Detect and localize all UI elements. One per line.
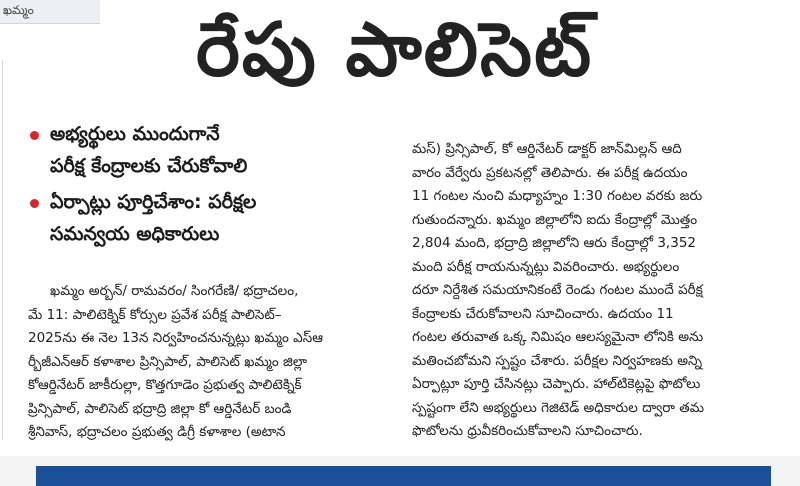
bullet-dot-icon <box>30 199 39 208</box>
body-line: వారం వేర్వేరు ప్రకటనల్లో తెలిపారు. ఈ పరీక్ష ఉదయం <box>412 164 688 181</box>
body-line: ప్రిన్సిపాల్, పాలిసెట్ భద్రాద్రి జిల్లా కో ఆర్డినేటర్ బండి <box>28 400 292 417</box>
body-line: 2,804 మంది, భద్రాద్రి జిల్లాలోని ఆరు కేంద్రాల్లో 3,352 <box>412 235 696 251</box>
body-line: ఫొటోలను ధ్రువీకరించుకోవాలని సూచించారు. <box>412 423 643 439</box>
bullet-point <box>28 186 398 250</box>
body-line: గుతుందన్నారు. ఖమ్మం జిల్లాలోని ఐదు కేంద్రాల్లో మొత్తం <box>412 211 698 228</box>
article-body-right-column <box>412 138 790 444</box>
bullet-line: పరీక్ష కేంద్రాలకు చేరుకోవాలి <box>50 155 248 177</box>
body-line: మే 11: పాలిటెక్నిక్ కోర్సుల ప్రవేశ పరీక్ష పాలిసెట్– <box>28 306 282 323</box>
body-line: ఖమ్మం అర్బన్/ రామవరం/ సింగరేణి/ భద్రాచలం, <box>50 283 299 299</box>
body-line: కేంద్రాలకు చేరుకోవాలని సూచించారు. ఉదయం 11 <box>412 305 674 322</box>
bullet-line: సమన్వయ అధికారులు <box>50 223 220 245</box>
article-body-left-column <box>28 280 398 445</box>
body-line: గంటల తరువాత ఒక్క నిమిషం ఆలస్యమైనా లోనికి అను <box>412 329 704 345</box>
highlight-bullets <box>28 118 398 254</box>
bullet-point <box>28 118 398 182</box>
body-line: మస్) ప్రిన్సిపాల్, కో ఆర్డినేటర్ డాక్టర్ జాన్‌మిల్లన్ ఆది <box>412 141 682 157</box>
body-line: స్పష్టంగా లేని అభ్యర్థులు గెజిటెడ్ అధికారుల ద్వారా తమ <box>412 399 705 416</box>
body-line: ర్బీజీఎన్ఆర్ కళాశాల ప్రిన్సిపాల్, పాలిసెట్ ఖమ్మం జిల్లా <box>28 353 307 370</box>
body-line: 2025ను ఈ నెల 13న నిర్వహించనున్నట్లు ఖమ్మం ఎస్ఆ <box>28 330 324 346</box>
bullet-line: ఏర్పాట్లు పూర్తిచేశాం: పరీక్షల <box>50 191 257 213</box>
body-line: కోఆర్డినేటర్ జాకీరుల్లా, కొత్తగూడెం ప్రభుత్వ పాలిటెక్నిక్ <box>28 377 302 393</box>
next-article-strip <box>36 466 771 486</box>
body-line: మంది పరీక్ష రాయనున్నట్లు వివరించారు. అభ్యర్థులం <box>412 258 680 275</box>
article-headline: రేపు పాలిసెట్ <box>196 7 594 93</box>
section-tag: ఖమ్మం <box>0 0 100 24</box>
body-line: దరూ నిర్దేశిత సమయానికంటే రెండు గంటల ముందే పరీక్ష <box>412 282 703 298</box>
body-line: శ్రీనివాస్, భద్రాచలం ప్రభుత్వ డిగ్రీ కళాశాల (అటాన <box>28 424 286 440</box>
body-line: 11 గంటల నుంచి మధ్యాహ్నం 1:30 గంటల వరకు జరు <box>412 188 703 204</box>
body-line: మతించబోమని స్పష్టం చేశారు. పరీక్షల నిర్వహణకు అన్ని <box>412 352 703 369</box>
body-line: ఏర్పాట్లూ పూర్తి చేసినట్లు చెప్పారు. హాల్‌టికెట్లపై ఫొటోలు <box>412 376 701 392</box>
bullet-line: అభ్యర్థులు ముందుగానే <box>50 123 220 145</box>
bullet-dot-icon <box>30 131 39 140</box>
column-divider <box>2 60 3 440</box>
